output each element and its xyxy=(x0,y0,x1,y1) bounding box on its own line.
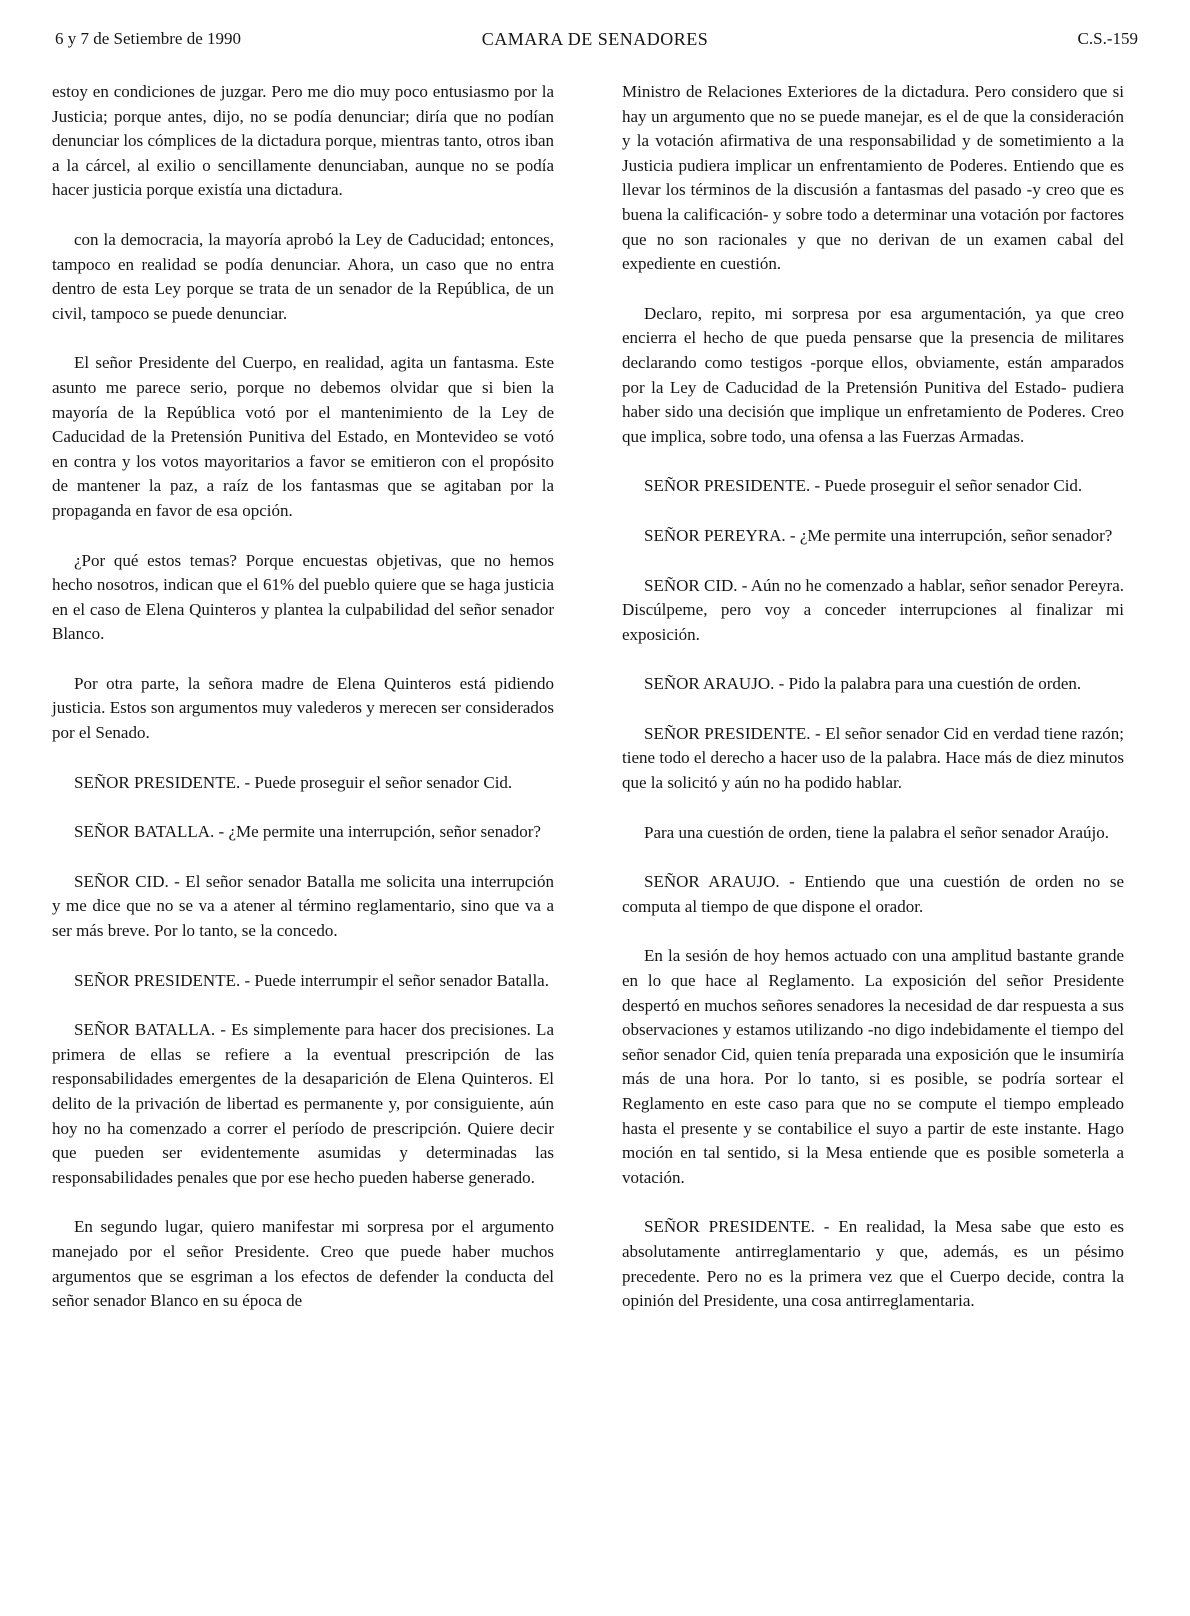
paragraph: SEÑOR CID. - El señor senador Batalla me solicita una interrupción y me dice que no se va a atener al término reglamentario, sino que va a ser más breve. Por lo tanto, se la concedo. xyxy=(52,871,554,941)
paragraph: SEÑOR BATALLA. - ¿Me permite una interrupción, señor senador? xyxy=(74,822,541,842)
paragraph: con la democracia, la mayoría aprobó la Ley de Caducidad; entonces, tampoco en realidad se podía denunciar. Ahora, un caso que no entra dentro de esta Ley porque se trata de un senador de la República, de un civil, tampoco se puede denunciar. xyxy=(52,229,554,323)
paragraph: SEÑOR PRESIDENTE. - En realidad, la Mesa sabe que esto es absolutamente antirreglamentario y que, además, es un pésimo precedente. Pero no es la primera vez que el Cuerpo decide, contra la opinión del Presidente, una cosa antirreglamentaria. xyxy=(622,1217,1124,1311)
header-page-number: C.S.-159 xyxy=(1077,29,1138,48)
paragraph: estoy en condiciones de juzgar. Pero me dio muy poco entusiasmo por la Justicia; porque antes, dijo, no se podía denunciar; diría que no podían denunciar los cómplices de la dictadura porque, mientras tanto, otros iban a la cárcel, al exilio o sencillamente denunciaban, aunque no se podía hacer justicia porque existía una dictadura. xyxy=(52,82,554,200)
paragraph: Declaro, repito, mi sorpresa por esa argumentación, ya que creo encierra el hecho de que pueda pensarse que la presencia de militares declarando como testigos -porque ellos, obviamente, están amparados por la Ley de Caducidad de la Pretensión Punitiva del Estado- pudiera haber sido una decisión que implique un enfretamiento de Poderes. Creo que implica, sobre todo, una ofensa a las Fuerzas Armadas. xyxy=(622,303,1124,446)
paragraph: SEÑOR PRESIDENTE. - Puede proseguir el señor senador Cid. xyxy=(644,476,1083,496)
paragraph: Por otra parte, la señora madre de Elena Quinteros está pidiendo justicia. Estos son argumentos muy valederos y merecen ser considerados por el Senado. xyxy=(52,673,554,743)
paragraph: SEÑOR PRESIDENTE. - El señor senador Cid en verdad tiene razón; tiene todo el derecho a hacer uso de la palabra. Hace más de diez minutos que la solicitó y aún no ha podido hablar. xyxy=(622,723,1124,793)
paragraph: En la sesión de hoy hemos actuado con una amplitud bastante grande en lo que hace al Reglamento. La exposición del señor Presidente despertó en muchos señores senadores la necesidad de dar respuesta a sus observaciones y estamos utilizando -no digo indebidamente el tiempo del señor senador Cid, quien tenía preparada una exposición que le insumiría más de una hora. Por lo tanto, si es posible, se podría sortear el Reglamento en este caso para que no se compute el tiempo empleado hasta el presente y se contabilice el suyo a partir de este instante. Hago moción en tal sentido, si la Mesa entiende que es posible someterla a votación. xyxy=(622,946,1124,1187)
paragraph: SEÑOR ARAUJO. - Pido la palabra para una cuestión de orden. xyxy=(644,674,1082,694)
paragraph: SEÑOR PEREYRA. - ¿Me permite una interrupción, señor senador? xyxy=(644,525,1113,545)
paragraph: ¿Por qué estos temas? Porque encuestas objetivas, que no hemos hecho nosotros, indican que el 61% del pueblo quiere que se haga justicia en el caso de Elena Quinteros y plantea la culpabilidad del señor senador Blanco. xyxy=(52,550,554,644)
paragraph: SEÑOR PRESIDENTE. - Puede proseguir el señor senador Cid. xyxy=(74,772,513,792)
right-column xyxy=(622,80,1124,1339)
header-title: CAMARA DE SENADORES xyxy=(481,29,709,49)
paragraph: El señor Presidente del Cuerpo, en realidad, agita un fantasma. Este asunto me parece serio, porque no debemos olvidar que si bien la mayoría de la República votó por el mantenimiento de la Ley de Caducidad de la Pretensión Punitiva del Estado, en Montevideo se votó en contra y los votos mayoritarios a favor se emitieron con el propósito de mantener la paz, a raíz de los fantasmas que se agitaban por la propaganda en favor de esa opción. xyxy=(52,353,554,520)
paragraph: SEÑOR ARAUJO. - Entiendo que una cuestión de orden no se computa al tiempo de que dispone el orador. xyxy=(622,872,1124,916)
paragraph: SEÑOR PRESIDENTE. - Puede interrumpir el señor senador Batalla. xyxy=(74,970,549,990)
header-date: 6 y 7 de Setiembre de 1990 xyxy=(55,29,242,48)
paragraph: SEÑOR BATALLA. - Es simplemente para hacer dos precisiones. La primera de ellas se refiere a la eventual prescripción de las responsabilidades emergentes de la desaparición de Elena Quinteros. El delito de la privación de libertad es permanente y, por consiguiente, aún hoy no ha comenzado a correr el período de prescripción. Quiere decir que pueden ser evidentemente asumidas y determinadas las responsabilidades penales que por ese hecho pueden haberse generado. xyxy=(52,1020,554,1187)
paragraph: Ministro de Relaciones Exteriores de la dictadura. Pero considero que si hay un argumento que no se puede manejar, es el de que la consideración y la votación afirmativa de una responsabilidad y de sometimiento a la Justicia pudiera implicar un enfrentamiento de Poderes. Entiendo que es llevar los términos de la discusión a fantasmas del pasado -y creo que es buena la calificación- y sobre todo a determinar una votación por factores que no son racionales y que no derivan de un examen cabal del expediente en cuestión. xyxy=(622,82,1124,274)
paragraph: En segundo lugar, quiero manifestar mi sorpresa por el argumento manejado por el señor Presidente. Creo que puede haber muchos argumentos que se esgriman a los efectos de defender la conducta del señor senador Blanco en su época de xyxy=(52,1217,554,1311)
paragraph: SEÑOR CID. - Aún no he comenzado a hablar, señor senador Pereyra. Discúlpeme, pero voy a conceder interrupciones al finalizar mi exposición. xyxy=(622,575,1124,644)
left-column xyxy=(52,80,554,1339)
paragraph: Para una cuestión de orden, tiene la palabra el señor senador Araújo. xyxy=(644,822,1109,842)
